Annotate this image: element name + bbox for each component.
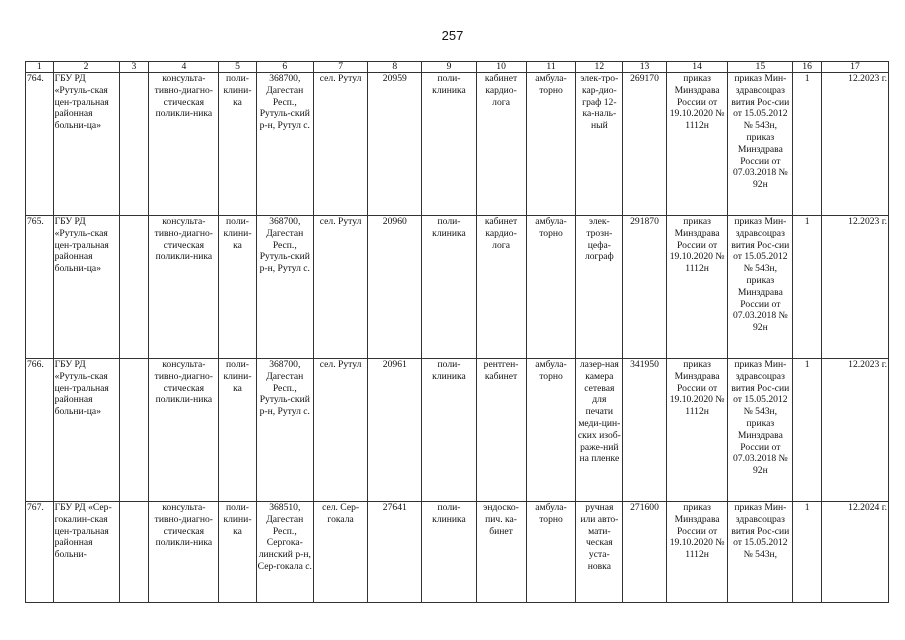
page-number: 257	[441, 28, 464, 43]
column-header: 7	[313, 62, 367, 73]
column-header: 15	[728, 62, 793, 73]
organization-cell: ГБУ РД «Сер-гокалин-ская цен-тральная районная больни-	[53, 502, 119, 603]
row-number: 764.	[26, 73, 54, 216]
column-header: 4	[149, 62, 219, 73]
care-cell: амбула-торно	[526, 502, 576, 603]
price-cell: 341950	[623, 359, 667, 502]
date-cell: 12.2023 г.	[821, 359, 888, 502]
date-cell: 12.2023 г.	[821, 216, 888, 359]
cabinet-cell: эндоско-пич. ка-бинет	[476, 502, 526, 603]
order-cell: приказ Минздрава России от 19.10.2020 № 1112н	[666, 502, 728, 603]
code-cell: 20959	[368, 73, 422, 216]
order-cell: приказ Минздрава России от 19.10.2020 № 1112н	[666, 359, 728, 502]
organization-cell: ГБУ РД «Рутуль-ская цен-тральная районная больни-ца»	[53, 359, 119, 502]
table-row	[26, 73, 889, 216]
column-header: 3	[119, 62, 149, 73]
address-cell: 368700, Дагестан Респ., Рутуль-ский р-н, Рутул с.	[256, 359, 313, 502]
quantity-cell: 1	[793, 502, 822, 603]
cabinet-cell: кабинет кардио-лога	[476, 73, 526, 216]
subdivision-cell: поли-клиника	[422, 359, 476, 502]
unit-cell: поли-клини-ка	[219, 359, 256, 502]
address-cell: 368700, Дагестан Респ., Рутуль-ский р-н, Рутул с.	[256, 73, 313, 216]
column-header: 16	[793, 62, 822, 73]
standard-cell: приказ Мин-здравсоцраз вития Рос-сии от 15.05.2012 № 543н,	[728, 502, 793, 603]
row-number: 767.	[26, 502, 54, 603]
column-header: 11	[526, 62, 576, 73]
subdivision-cell: поли-клиника	[422, 216, 476, 359]
order-cell: приказ Минздрава России от 19.10.2020 № 1112н	[666, 73, 728, 216]
column-header: 8	[368, 62, 422, 73]
column-header: 12	[576, 62, 623, 73]
quantity-cell: 1	[793, 216, 822, 359]
equipment-cell: элек-тро-кар-дио-граф 12-ка-наль-ный	[576, 73, 623, 216]
date-cell: 12.2023 г.	[821, 73, 888, 216]
standard-cell: приказ Мин-здравсоцраз вития Рос-сии от 15.05.2012 № 543н, приказ Минздрава России от 07.03.2018 № 92н	[728, 73, 793, 216]
subdivision-cell: поли-клиника	[422, 502, 476, 603]
row-number: 765.	[26, 216, 54, 359]
unit-cell: поли-клини-ка	[219, 502, 256, 603]
column-header: 6	[256, 62, 313, 73]
care-cell: амбула-торно	[526, 216, 576, 359]
column-3-cell	[119, 216, 149, 359]
department-cell: консульта-тивно-диагно-стическая поликли-ника	[149, 502, 219, 603]
organization-cell: ГБУ РД «Рутуль-ская цен-тральная районная больни-ца»	[53, 216, 119, 359]
standard-cell: приказ Мин-здравсоцраз вития Рос-сии от 15.05.2012 № 543н, приказ Минздрава России от 07.03.2018 № 92н	[728, 359, 793, 502]
department-cell: консульта-тивно-диагно-стическая поликли-ника	[149, 73, 219, 216]
code-cell: 20961	[368, 359, 422, 502]
address-cell: 368510, Дагестан Респ., Сергока-линский р-н, Сер-гокала с.	[256, 502, 313, 603]
cabinet-cell: кабинет кардио-лога	[476, 216, 526, 359]
unit-cell: поли-клини-ка	[219, 216, 256, 359]
column-header: 13	[623, 62, 667, 73]
subdivision-cell: поли-клиника	[422, 73, 476, 216]
equipment-cell: элек-трозн-цефа-лограф	[576, 216, 623, 359]
price-cell: 291870	[623, 216, 667, 359]
table-row	[26, 502, 889, 603]
address-cell: 368700, Дагестан Респ., Рутуль-ский р-н, Рутул с.	[256, 216, 313, 359]
column-header: 1	[26, 62, 54, 73]
cabinet-cell: рентген-кабинет	[476, 359, 526, 502]
column-header: 5	[219, 62, 256, 73]
department-cell: консульта-тивно-диагно-стическая поликли-ника	[149, 359, 219, 502]
unit-cell: поли-клини-ка	[219, 73, 256, 216]
date-cell: 12.2024 г.	[821, 502, 888, 603]
care-cell: амбула-торно	[526, 359, 576, 502]
table-row	[26, 359, 889, 502]
code-cell: 20960	[368, 216, 422, 359]
column-header: 9	[422, 62, 476, 73]
price-cell: 271600	[623, 502, 667, 603]
order-cell: приказ Минздрава России от 19.10.2020 № 1112н	[666, 216, 728, 359]
table-row	[26, 216, 889, 359]
column-3-cell	[119, 502, 149, 603]
equipment-cell: лазер-ная камера сетевая для печати меди-цин-ских изоб-раже-ний на пленке	[576, 359, 623, 502]
equipment-table	[25, 61, 889, 603]
column-3-cell	[119, 73, 149, 216]
settlement-cell: сел. Рутул	[313, 73, 367, 216]
standard-cell: приказ Мин-здравсоцраз вития Рос-сии от 15.05.2012 № 543н, приказ Минздрава России от 07.03.2018 № 92н	[728, 216, 793, 359]
settlement-cell: сел. Рутул	[313, 216, 367, 359]
price-cell: 269170	[623, 73, 667, 216]
care-cell: амбула-торно	[526, 73, 576, 216]
column-header: 17	[821, 62, 888, 73]
row-number: 766.	[26, 359, 54, 502]
department-cell: консульта-тивно-диагно-стическая поликли-ника	[149, 216, 219, 359]
organization-cell: ГБУ РД «Рутуль-ская цен-тральная районная больни-ца»	[53, 73, 119, 216]
quantity-cell: 1	[793, 359, 822, 502]
equipment-cell: ручная или авто-мати-ческая уста-новка	[576, 502, 623, 603]
code-cell: 27641	[368, 502, 422, 603]
header-row	[26, 62, 889, 73]
settlement-cell: сел. Сер-гокала	[313, 502, 367, 603]
column-header: 10	[476, 62, 526, 73]
column-header: 14	[666, 62, 728, 73]
column-3-cell	[119, 359, 149, 502]
settlement-cell: сел. Рутул	[313, 359, 367, 502]
quantity-cell: 1	[793, 73, 822, 216]
column-header: 2	[53, 62, 119, 73]
